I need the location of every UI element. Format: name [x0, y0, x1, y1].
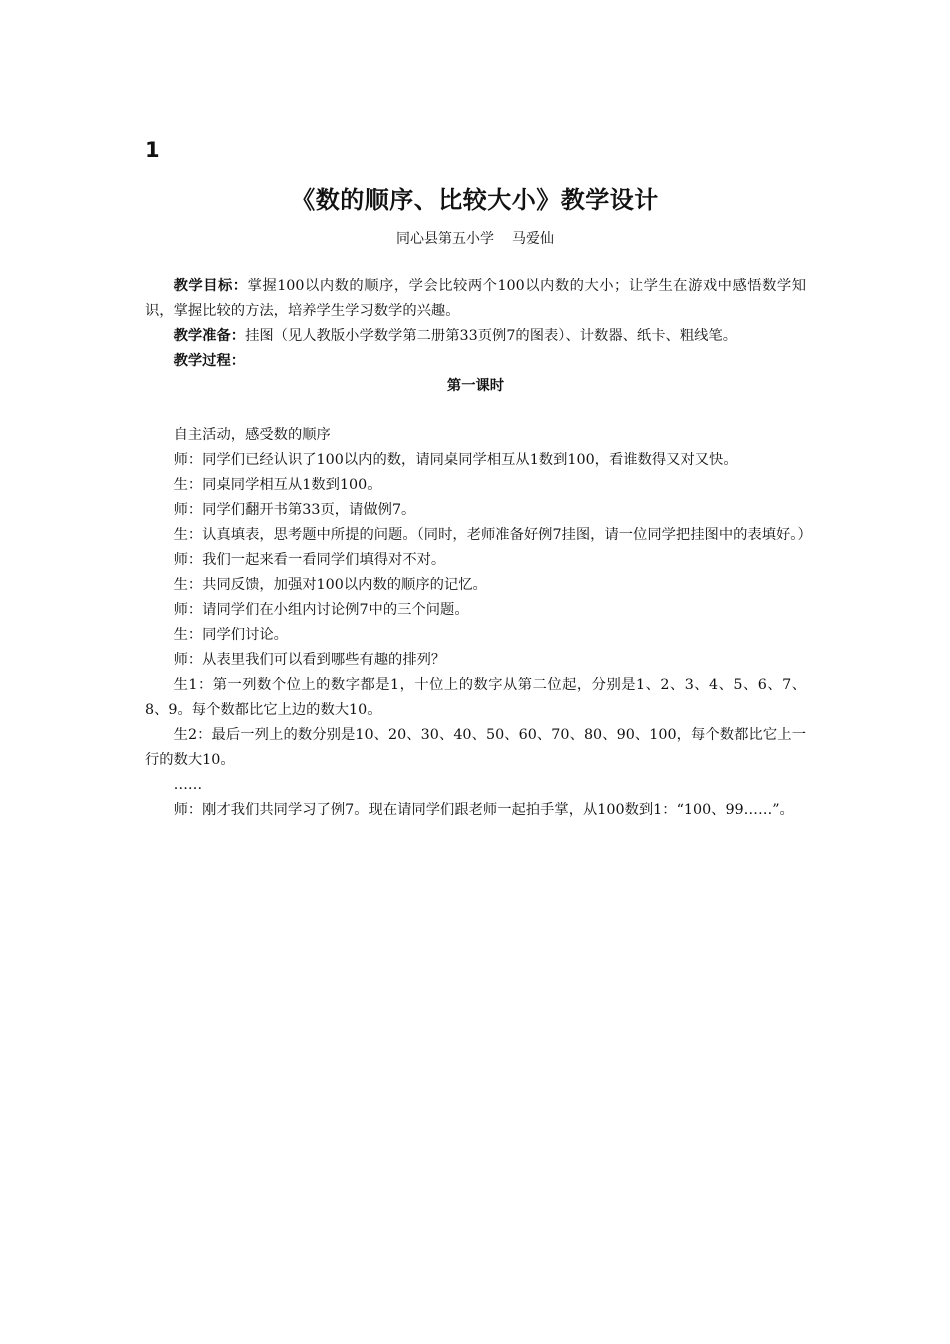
- body-paragraph: 生2：最后一列上的数分别是10、20、30、40、50、60、70、80、90、100，每个数都比它上一行的数大10。: [145, 727, 806, 768]
- body-paragraph: 师：同学们翻开书第33页，请做例7。: [173, 502, 416, 518]
- body-paragraph: 师：从表里我们可以看到哪些有趣的排列？: [173, 652, 446, 668]
- body-paragraph: 师：刚才我们共同学习了例7。现在请同学们跟老师一起拍手掌，从100数到1：“100、99……”。: [173, 802, 794, 818]
- objective-paragraph: [145, 274, 806, 324]
- body-paragraph: 生：同学们讨论。: [173, 627, 288, 643]
- objective-label: 教学目标：: [173, 278, 248, 294]
- preparation-paragraph: [145, 324, 806, 349]
- body-paragraph: 师：请同学们在小组内讨论例7中的三个问题。: [173, 602, 469, 618]
- document-title: 《数的顺序、比较大小》教学设计: [291, 185, 659, 214]
- author-name: 马爱仙: [512, 231, 554, 247]
- body-paragraph: 自主活动，感受数的顺序: [173, 427, 331, 443]
- lesson-heading: 第一课时: [446, 378, 505, 394]
- preparation-text: 挂图（见人教版小学数学第二册第33页例7的图表）、计数器、纸卡、粗线笔。: [245, 328, 738, 344]
- page-number: 1: [145, 138, 160, 162]
- preparation-label: 教学准备：: [173, 328, 246, 344]
- body-paragraph: 生1：第一列数个位上的数字都是1，十位上的数字从第二位起，分别是1、2、3、4、5、6、7、8、9。每个数都比它上边的数大10。: [145, 677, 806, 718]
- objective-text: 掌握100以内数的顺序，学会比较两个100以内数的大小；让学生在游戏中感悟数学知识，掌握比较的方法，培养学生学习数学的兴趣。: [145, 278, 806, 319]
- process-paragraph: [145, 349, 806, 374]
- document-body: [145, 274, 812, 823]
- author-line: [0, 228, 950, 250]
- body-paragraph: 生：同桌同学相互从1数到100。: [173, 477, 382, 493]
- process-label: 教学过程：: [173, 353, 246, 369]
- body-paragraph: 生：认真填表，思考题中所提的问题。（同时，老师准备好例7挂图，请一位同学把挂图中的表填好。）: [173, 527, 812, 543]
- blank-line: [145, 399, 806, 423]
- author-school: 同心县第五小学: [396, 231, 494, 247]
- body-paragraph: 师：我们一起来看一看同学们填得对不对。: [173, 552, 446, 568]
- body-paragraph: 生：共同反馈，加强对100以内数的顺序的记忆。: [173, 577, 487, 593]
- body-paragraph: 师：同学们已经认识了100以内的数，请同桌同学相互从1数到100，看谁数得又对又快。: [173, 452, 738, 468]
- body-paragraph: ……: [173, 777, 203, 793]
